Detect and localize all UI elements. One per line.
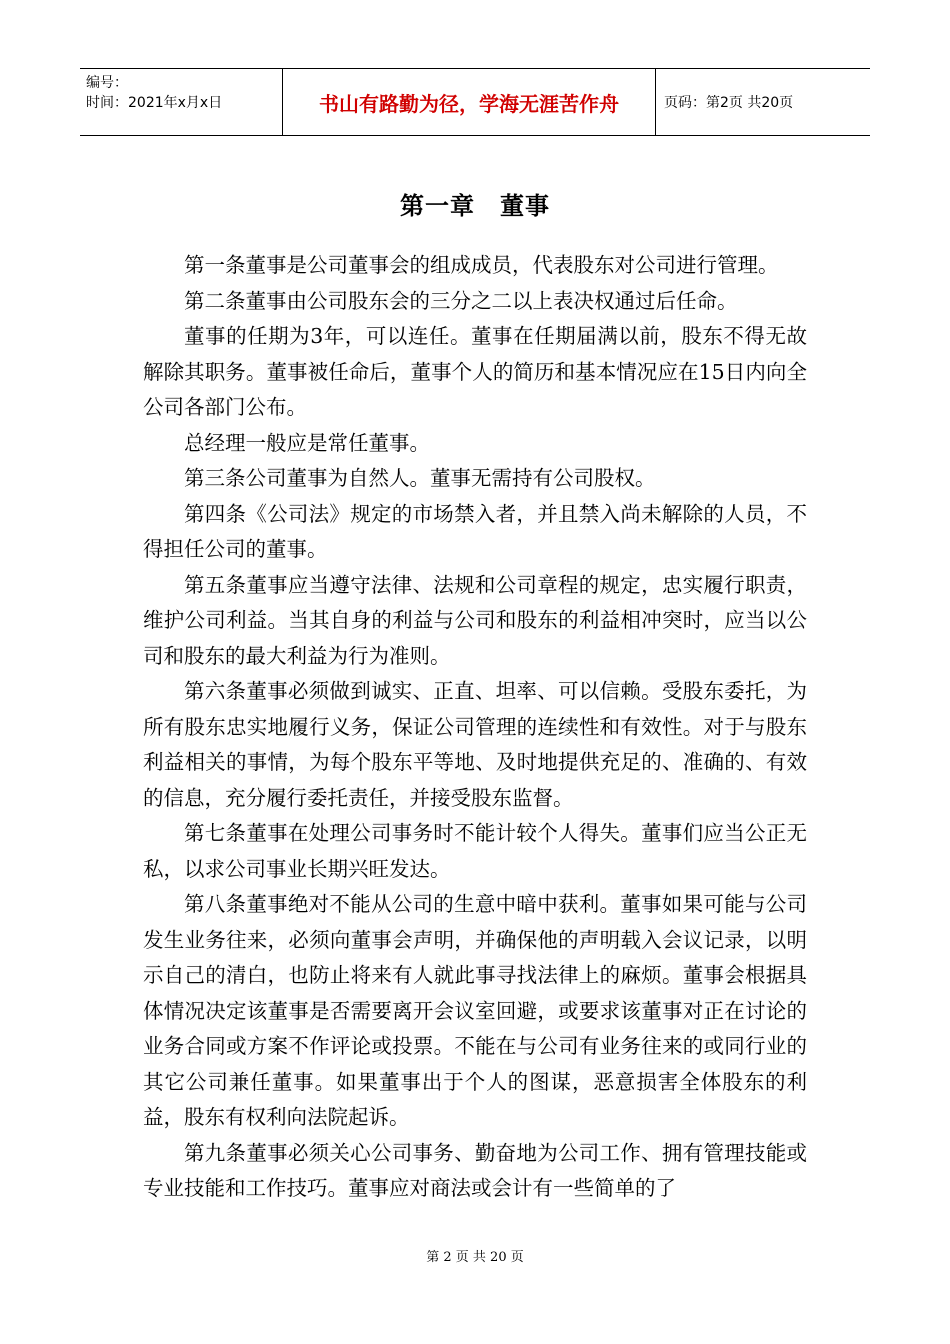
- paragraph: 第一条董事是公司董事会的组成成员，代表股东对公司进行管理。: [184, 253, 779, 277]
- header-motto: 书山有路勤为径，学海无涯苦作舟: [282, 69, 656, 135]
- paragraph: 董事的任期为3年，可以连任。董事在任期届满以前，股东不得无故解除其职务。董事被任命后，董事个人的简历和基本情况应在15日内向全公司各部门公布。: [143, 324, 807, 419]
- chapter-title: 第一章 董事: [400, 192, 550, 220]
- paragraph: 第四条《公司法》规定的市场禁入者，并且禁入尚未解除的人员，不得担任公司的董事。: [143, 501, 807, 561]
- document-header: [80, 68, 870, 136]
- paragraph: 第五条董事应当遵守法律、法规和公司章程的规定，忠实履行职责，维护公司利益。当其自身的利益与公司和股东的利益相冲突时，应当以公司和股东的最大利益为行为准则。: [143, 572, 807, 668]
- number-label: 编号：: [86, 75, 128, 91]
- document-body: [143, 248, 807, 1207]
- date-line: 时间：2021年x月x日: [86, 95, 223, 111]
- paragraph: 第七条董事在处理公司事务时不能计较个人得失。董事们应当公正无私，以求公司事业长期兴旺发达。: [143, 821, 807, 881]
- page-footer: 第 2 页 共 20 页: [426, 1250, 524, 1265]
- header-page-info: 页码：第2页 共20页: [664, 95, 794, 111]
- paragraph: 总经理一般应是常任董事。: [184, 430, 430, 455]
- paragraph: 第六条董事必须做到诚实、正直、坦率、可以信赖。受股东委托，为所有股东忠实地履行义务，保证公司管理的连续性和有效性。对于与股东利益相关的事情，为每个股东平等地、及时地提供充足的、准确的、有效的信息，充分履行委托责任，并接受股东监督。: [143, 679, 807, 810]
- paragraph: 第九条董事必须关心公司事务、勤奋地为公司工作、拥有管理技能或专业技能和工作技巧。董事应对商法或会计有一些简单的了: [143, 1140, 807, 1200]
- paragraph: 第三条公司董事为自然人。董事无需持有公司股权。: [184, 466, 656, 490]
- header-meta: [80, 69, 282, 135]
- paragraph: 第八条董事绝对不能从公司的生意中暗中获利。董事如果可能与公司发生业务往来，必须向董事会声明，并确保他的声明载入会议记录，以明示自己的清白，也防止将来有人就此事寻找法律上的麻烦。董事会根据具体情况决定该董事是否需要离开会议室回避，或要求该董事对正在讨论的业务合同或方案不作评论或投票。不能在与公司有业务往来的或同行业的其它公司兼任董事。如果董事出于个人的图谋，恶意损害全体股东的利益，股东有权利向法院起诉。: [143, 892, 807, 1129]
- paragraph: 第二条董事由公司股东会的三分之二以上表决权通过后任命。: [184, 288, 738, 313]
